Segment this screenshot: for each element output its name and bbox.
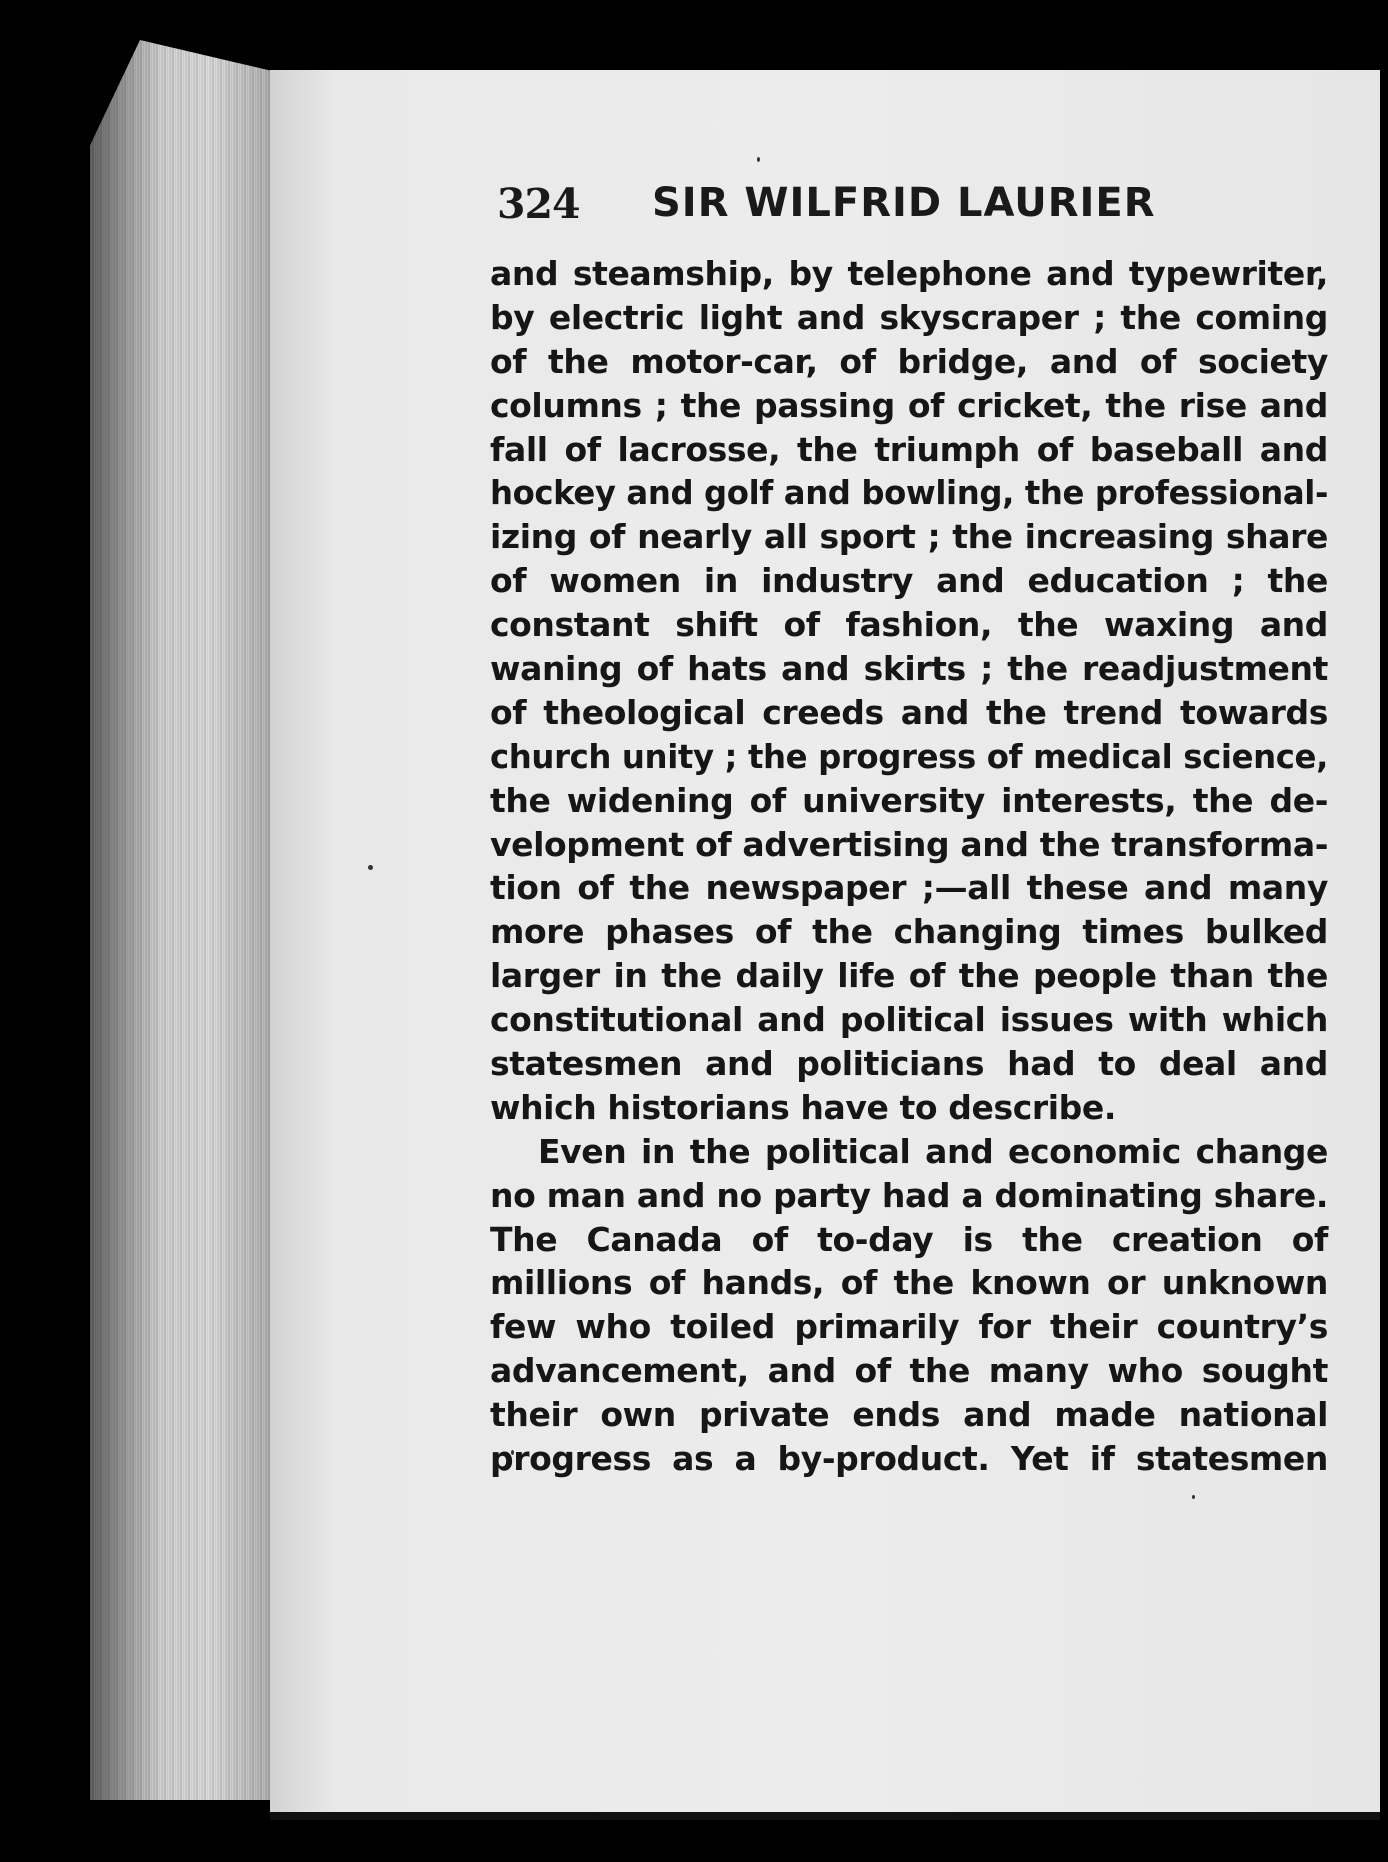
text-line: constant shift of fashion, the waxing and [490,605,1328,645]
text-line: by electric light and skyscraper ; the coming [490,297,1328,337]
text-line: progress as a by-product. Yet if statesmen [490,1439,1328,1479]
text-line: more phases of the changing times bulked [490,912,1328,952]
ink-speck [368,865,373,870]
page-number: 324 [497,180,580,228]
ink-speck [1192,1495,1195,1499]
text-line: the widening of university interests, the de- [490,780,1328,820]
running-title: SIR WILFRID LAURIER [652,180,1156,226]
text-line: millions of hands, of the known or unknown [490,1263,1328,1303]
text-line: waning of hats and skirts ; the readjustment [490,649,1328,689]
ink-speck [757,157,760,162]
text-line: izing of nearly all sport ; the increasing share [490,517,1328,557]
text-line: Even in the political and economic change [538,1131,1328,1171]
paragraph [490,252,1328,1130]
text-line: tion of the newspaper ;—all these and many [490,868,1328,908]
text-line: no man and no party had a dominating share. [490,1175,1328,1215]
text-line: and steamship, by telephone and typewriter, [490,254,1328,293]
text-line: of the motor-car, of bridge, and of society [490,341,1328,381]
text-line: statesmen and politicians had to deal and [490,1044,1328,1084]
text-line: which historians have to describe. [490,1087,1117,1127]
text-line: of theological creeds and the trend towards [490,692,1328,732]
text-line: columns ; the passing of cricket, the rise and [490,385,1328,425]
body-text [490,252,1328,1481]
text-line: larger in the daily life of the people than the [490,956,1328,996]
text-line: few who toiled primarily for their country’s [490,1307,1328,1347]
page-bottom-shadow [270,1812,1380,1820]
running-head [497,180,1327,250]
text-line: hockey and golf and bowling, the professional- [490,473,1328,513]
text-line: of women in industry and education ; the [490,561,1328,601]
text-line: The Canada of to-day is the creation of [490,1219,1328,1259]
page-edges-shadow [90,40,290,1800]
text-line: constitutional and political issues with which [490,1000,1328,1040]
text-line: church unity ; the progress of medical science, [490,736,1328,776]
text-line: advancement, and of the many who sought [490,1351,1328,1391]
text-line: their own private ends and made national [490,1395,1328,1435]
text-line: velopment of advertising and the transforma- [490,824,1328,864]
paragraph [490,1130,1328,1481]
text-line: fall of lacrosse, the triumph of baseball and [490,429,1328,469]
